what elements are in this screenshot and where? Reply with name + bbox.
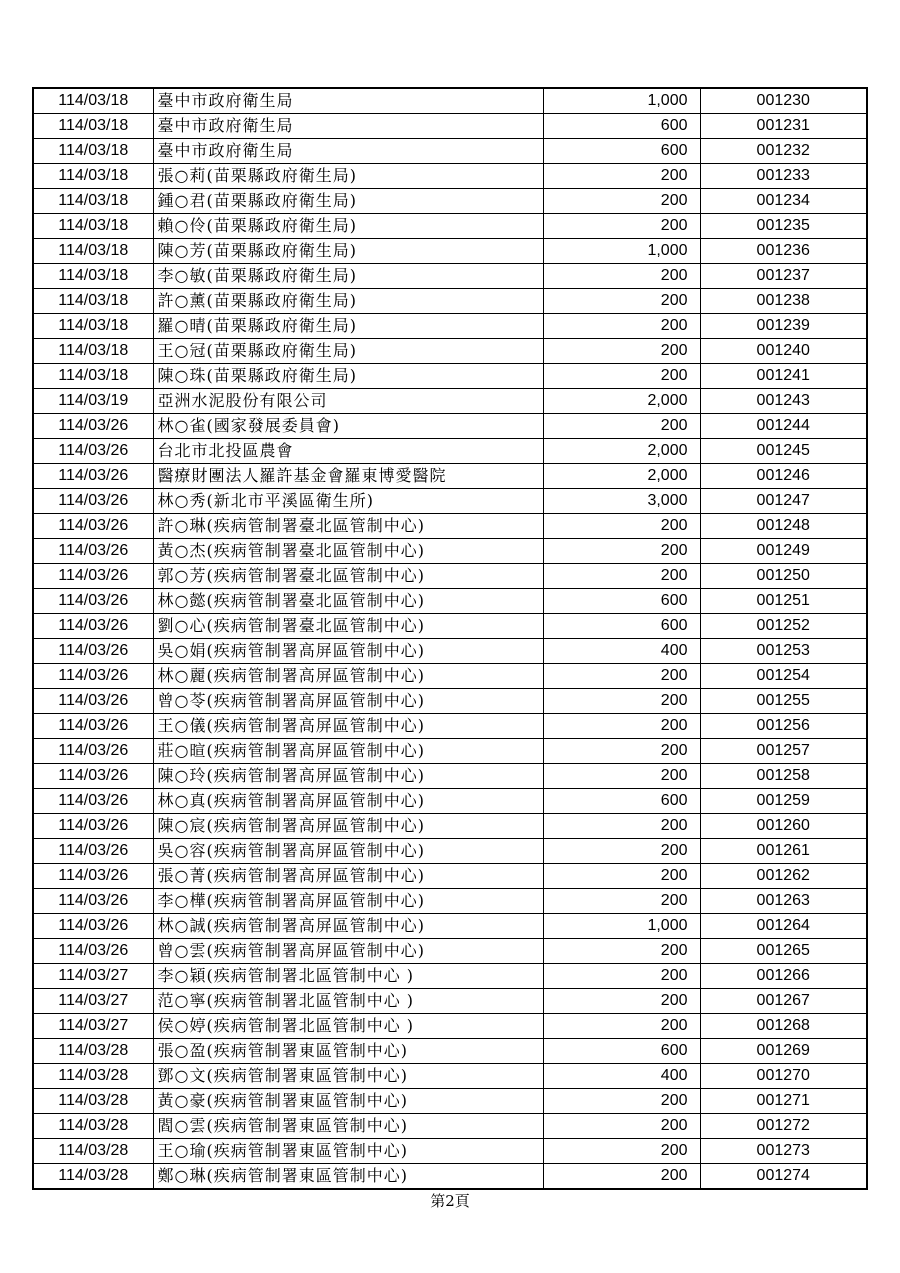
- donor-name-cell: 李○穎(疾病管制署北區管制中心 ): [153, 964, 543, 989]
- table-row: [33, 864, 867, 889]
- date-cell: 114/03/18: [33, 314, 153, 339]
- table-row: [33, 389, 867, 414]
- donor-name-cell: 閻○雲(疾病管制署東區管制中心): [153, 1114, 543, 1139]
- receipt-number-cell: 001265: [700, 939, 867, 964]
- date-cell: 114/03/26: [33, 439, 153, 464]
- receipt-number-cell: 001266: [700, 964, 867, 989]
- donor-name-cell: 王○儀(疾病管制署高屏區管制中心): [153, 714, 543, 739]
- receipt-number-cell: 001251: [700, 589, 867, 614]
- receipt-number-cell: 001244: [700, 414, 867, 439]
- table-row: [33, 489, 867, 514]
- table-row: [33, 539, 867, 564]
- table-row: [33, 239, 867, 264]
- table-row: [33, 1039, 867, 1064]
- date-cell: 114/03/26: [33, 889, 153, 914]
- amount-cell: 600: [543, 614, 700, 639]
- table-row: [33, 639, 867, 664]
- donor-name-cell: 臺中市政府衛生局: [153, 139, 543, 164]
- date-cell: 114/03/18: [33, 88, 153, 114]
- receipt-number-cell: 001269: [700, 1039, 867, 1064]
- amount-cell: 200: [543, 1139, 700, 1164]
- amount-cell: 200: [543, 689, 700, 714]
- receipt-number-cell: 001262: [700, 864, 867, 889]
- receipt-number-cell: 001257: [700, 739, 867, 764]
- donor-name-cell: 劉○心(疾病管制署臺北區管制中心): [153, 614, 543, 639]
- table-row: [33, 414, 867, 439]
- donor-name-cell: 賴○伶(苗栗縣政府衛生局): [153, 214, 543, 239]
- table-row: [33, 1014, 867, 1039]
- table-row: [33, 589, 867, 614]
- amount-cell: 2,000: [543, 439, 700, 464]
- date-cell: 114/03/28: [33, 1089, 153, 1114]
- amount-cell: 200: [543, 1164, 700, 1190]
- table-row: [33, 614, 867, 639]
- donor-name-cell: 鍾○君(苗栗縣政府衛生局): [153, 189, 543, 214]
- amount-cell: 200: [543, 189, 700, 214]
- date-cell: 114/03/26: [33, 864, 153, 889]
- table-row: [33, 289, 867, 314]
- amount-cell: 200: [543, 564, 700, 589]
- donor-name-cell: 林○真(疾病管制署高屏區管制中心): [153, 789, 543, 814]
- donor-name-cell: 曾○雲(疾病管制署高屏區管制中心): [153, 939, 543, 964]
- page-number: 第2頁: [430, 1192, 470, 1210]
- donor-name-cell: 醫療財團法人羅許基金會羅東博愛醫院: [153, 464, 543, 489]
- receipt-number-cell: 001232: [700, 139, 867, 164]
- date-cell: 114/03/18: [33, 114, 153, 139]
- amount-cell: 200: [543, 314, 700, 339]
- date-cell: 114/03/28: [33, 1064, 153, 1089]
- date-cell: 114/03/18: [33, 364, 153, 389]
- receipt-number-cell: 001238: [700, 289, 867, 314]
- date-cell: 114/03/19: [33, 389, 153, 414]
- amount-cell: 200: [543, 1089, 700, 1114]
- table-row: [33, 114, 867, 139]
- date-cell: 114/03/18: [33, 289, 153, 314]
- table-row: [33, 214, 867, 239]
- receipt-number-cell: 001271: [700, 1089, 867, 1114]
- receipt-number-cell: 001253: [700, 639, 867, 664]
- table-row: [33, 939, 867, 964]
- donor-name-cell: 莊○暄(疾病管制署高屏區管制中心): [153, 739, 543, 764]
- amount-cell: 200: [543, 889, 700, 914]
- receipt-number-cell: 001243: [700, 389, 867, 414]
- amount-cell: 600: [543, 139, 700, 164]
- date-cell: 114/03/27: [33, 1014, 153, 1039]
- table-row: [33, 664, 867, 689]
- table-row: [33, 1089, 867, 1114]
- donation-ledger-table: [32, 87, 868, 1190]
- table-row: [33, 264, 867, 289]
- amount-cell: 200: [543, 264, 700, 289]
- table-row: [33, 339, 867, 364]
- donor-name-cell: 張○菁(疾病管制署高屏區管制中心): [153, 864, 543, 889]
- table-row: [33, 714, 867, 739]
- date-cell: 114/03/18: [33, 339, 153, 364]
- date-cell: 114/03/26: [33, 564, 153, 589]
- date-cell: 114/03/26: [33, 414, 153, 439]
- table-row: [33, 1114, 867, 1139]
- donor-name-cell: 李○敏(苗栗縣政府衛生局): [153, 264, 543, 289]
- donor-name-cell: 郭○芳(疾病管制署臺北區管制中心): [153, 564, 543, 589]
- receipt-number-cell: 001254: [700, 664, 867, 689]
- amount-cell: 200: [543, 164, 700, 189]
- receipt-number-cell: 001248: [700, 514, 867, 539]
- amount-cell: 1,000: [543, 88, 700, 114]
- donor-name-cell: 王○瑜(疾病管制署東區管制中心): [153, 1139, 543, 1164]
- table-row: [33, 1164, 867, 1190]
- receipt-number-cell: 001237: [700, 264, 867, 289]
- table-row: [33, 1064, 867, 1089]
- donor-name-cell: 范○寧(疾病管制署北區管制中心 ): [153, 989, 543, 1014]
- donor-name-cell: 林○雀(國家發展委員會): [153, 414, 543, 439]
- receipt-number-cell: 001268: [700, 1014, 867, 1039]
- donor-name-cell: 林○麗(疾病管制署高屏區管制中心): [153, 664, 543, 689]
- receipt-number-cell: 001241: [700, 364, 867, 389]
- date-cell: 114/03/18: [33, 264, 153, 289]
- amount-cell: 200: [543, 1014, 700, 1039]
- date-cell: 114/03/27: [33, 964, 153, 989]
- table-row: [33, 764, 867, 789]
- date-cell: 114/03/26: [33, 639, 153, 664]
- donor-name-cell: 李○樺(疾病管制署高屏區管制中心): [153, 889, 543, 914]
- donor-name-cell: 侯○婷(疾病管制署北區管制中心 ): [153, 1014, 543, 1039]
- receipt-number-cell: 001272: [700, 1114, 867, 1139]
- amount-cell: 200: [543, 364, 700, 389]
- table-row: [33, 189, 867, 214]
- receipt-number-cell: 001270: [700, 1064, 867, 1089]
- donor-name-cell: 陳○宸(疾病管制署高屏區管制中心): [153, 814, 543, 839]
- donor-name-cell: 黃○豪(疾病管制署東區管制中心): [153, 1089, 543, 1114]
- amount-cell: 200: [543, 939, 700, 964]
- date-cell: 114/03/18: [33, 139, 153, 164]
- date-cell: 114/03/26: [33, 539, 153, 564]
- amount-cell: 400: [543, 639, 700, 664]
- amount-cell: 200: [543, 339, 700, 364]
- receipt-number-cell: 001273: [700, 1139, 867, 1164]
- donor-name-cell: 羅○晴(苗栗縣政府衛生局): [153, 314, 543, 339]
- table-row: [33, 364, 867, 389]
- amount-cell: 1,000: [543, 914, 700, 939]
- amount-cell: 200: [543, 839, 700, 864]
- receipt-number-cell: 001258: [700, 764, 867, 789]
- receipt-number-cell: 001236: [700, 239, 867, 264]
- table-row: [33, 88, 867, 114]
- donor-name-cell: 吳○娟(疾病管制署高屏區管制中心): [153, 639, 543, 664]
- amount-cell: 200: [543, 514, 700, 539]
- receipt-number-cell: 001252: [700, 614, 867, 639]
- receipt-number-cell: 001255: [700, 689, 867, 714]
- amount-cell: 400: [543, 1064, 700, 1089]
- date-cell: 114/03/28: [33, 1139, 153, 1164]
- amount-cell: 1,000: [543, 239, 700, 264]
- receipt-number-cell: 001250: [700, 564, 867, 589]
- amount-cell: 200: [543, 964, 700, 989]
- amount-cell: 200: [543, 989, 700, 1014]
- receipt-number-cell: 001260: [700, 814, 867, 839]
- donor-name-cell: 張○莉(苗栗縣政府衛生局): [153, 164, 543, 189]
- table-row: [33, 464, 867, 489]
- receipt-number-cell: 001234: [700, 189, 867, 214]
- table-row: [33, 964, 867, 989]
- date-cell: 114/03/18: [33, 164, 153, 189]
- receipt-number-cell: 001245: [700, 439, 867, 464]
- date-cell: 114/03/26: [33, 939, 153, 964]
- date-cell: 114/03/27: [33, 989, 153, 1014]
- receipt-number-cell: 001240: [700, 339, 867, 364]
- amount-cell: 200: [543, 1114, 700, 1139]
- receipt-number-cell: 001249: [700, 539, 867, 564]
- donor-name-cell: 陳○玲(疾病管制署高屏區管制中心): [153, 764, 543, 789]
- amount-cell: 200: [543, 764, 700, 789]
- amount-cell: 200: [543, 214, 700, 239]
- date-cell: 114/03/26: [33, 839, 153, 864]
- table-row: [33, 314, 867, 339]
- amount-cell: 2,000: [543, 389, 700, 414]
- date-cell: 114/03/26: [33, 689, 153, 714]
- receipt-number-cell: 001267: [700, 989, 867, 1014]
- table-row: [33, 1139, 867, 1164]
- donor-name-cell: 陳○珠(苗栗縣政府衛生局): [153, 364, 543, 389]
- date-cell: 114/03/18: [33, 239, 153, 264]
- donor-name-cell: 許○薰(苗栗縣政府衛生局): [153, 289, 543, 314]
- date-cell: 114/03/26: [33, 814, 153, 839]
- receipt-number-cell: 001235: [700, 214, 867, 239]
- amount-cell: 200: [543, 414, 700, 439]
- donor-name-cell: 台北市北投區農會: [153, 439, 543, 464]
- date-cell: 114/03/28: [33, 1164, 153, 1190]
- date-cell: 114/03/26: [33, 914, 153, 939]
- table-row: [33, 564, 867, 589]
- donor-name-cell: 曾○苓(疾病管制署高屏區管制中心): [153, 689, 543, 714]
- table-row: [33, 164, 867, 189]
- amount-cell: 600: [543, 589, 700, 614]
- date-cell: 114/03/26: [33, 489, 153, 514]
- donor-name-cell: 黃○杰(疾病管制署臺北區管制中心): [153, 539, 543, 564]
- date-cell: 114/03/28: [33, 1039, 153, 1064]
- donor-name-cell: 張○盈(疾病管制署東區管制中心): [153, 1039, 543, 1064]
- receipt-number-cell: 001239: [700, 314, 867, 339]
- amount-cell: 200: [543, 539, 700, 564]
- receipt-number-cell: 001231: [700, 114, 867, 139]
- receipt-number-cell: 001259: [700, 789, 867, 814]
- amount-cell: 200: [543, 714, 700, 739]
- receipt-number-cell: 001246: [700, 464, 867, 489]
- receipt-number-cell: 001256: [700, 714, 867, 739]
- donor-name-cell: 陳○芳(苗栗縣政府衛生局): [153, 239, 543, 264]
- date-cell: 114/03/18: [33, 189, 153, 214]
- donor-name-cell: 鄭○琳(疾病管制署東區管制中心): [153, 1164, 543, 1190]
- donor-name-cell: 吳○容(疾病管制署高屏區管制中心): [153, 839, 543, 864]
- donor-name-cell: 林○秀(新北市平溪區衛生所): [153, 489, 543, 514]
- amount-cell: 200: [543, 739, 700, 764]
- donor-name-cell: 臺中市政府衛生局: [153, 114, 543, 139]
- donor-name-cell: 臺中市政府衛生局: [153, 88, 543, 114]
- table-row: [33, 139, 867, 164]
- amount-cell: 200: [543, 664, 700, 689]
- donor-name-cell: 鄧○文(疾病管制署東區管制中心): [153, 1064, 543, 1089]
- amount-cell: 200: [543, 814, 700, 839]
- date-cell: 114/03/28: [33, 1114, 153, 1139]
- receipt-number-cell: 001264: [700, 914, 867, 939]
- receipt-number-cell: 001247: [700, 489, 867, 514]
- table-row: [33, 439, 867, 464]
- table-row: [33, 889, 867, 914]
- date-cell: 114/03/26: [33, 514, 153, 539]
- receipt-number-cell: 001230: [700, 88, 867, 114]
- table-row: [33, 839, 867, 864]
- table-row: [33, 739, 867, 764]
- date-cell: 114/03/26: [33, 789, 153, 814]
- donor-name-cell: 王○冠(苗栗縣政府衛生局): [153, 339, 543, 364]
- table-row: [33, 514, 867, 539]
- ledger-body: [33, 88, 867, 1189]
- table-row: [33, 789, 867, 814]
- amount-cell: 3,000: [543, 489, 700, 514]
- amount-cell: 200: [543, 289, 700, 314]
- date-cell: 114/03/26: [33, 664, 153, 689]
- donor-name-cell: 林○誠(疾病管制署高屏區管制中心): [153, 914, 543, 939]
- table-row: [33, 914, 867, 939]
- date-cell: 114/03/18: [33, 214, 153, 239]
- donor-name-cell: 林○懿(疾病管制署臺北區管制中心): [153, 589, 543, 614]
- receipt-number-cell: 001274: [700, 1164, 867, 1190]
- receipt-number-cell: 001261: [700, 839, 867, 864]
- donor-name-cell: 亞洲水泥股份有限公司: [153, 389, 543, 414]
- amount-cell: 200: [543, 864, 700, 889]
- date-cell: 114/03/26: [33, 739, 153, 764]
- date-cell: 114/03/26: [33, 589, 153, 614]
- receipt-number-cell: 001263: [700, 889, 867, 914]
- date-cell: 114/03/26: [33, 764, 153, 789]
- receipt-number-cell: 001233: [700, 164, 867, 189]
- amount-cell: 2,000: [543, 464, 700, 489]
- amount-cell: 600: [543, 1039, 700, 1064]
- date-cell: 114/03/26: [33, 614, 153, 639]
- table-row: [33, 689, 867, 714]
- amount-cell: 600: [543, 114, 700, 139]
- date-cell: 114/03/26: [33, 714, 153, 739]
- table-row: [33, 814, 867, 839]
- date-cell: 114/03/26: [33, 464, 153, 489]
- table-row: [33, 989, 867, 1014]
- amount-cell: 600: [543, 789, 700, 814]
- donor-name-cell: 許○琳(疾病管制署臺北區管制中心): [153, 514, 543, 539]
